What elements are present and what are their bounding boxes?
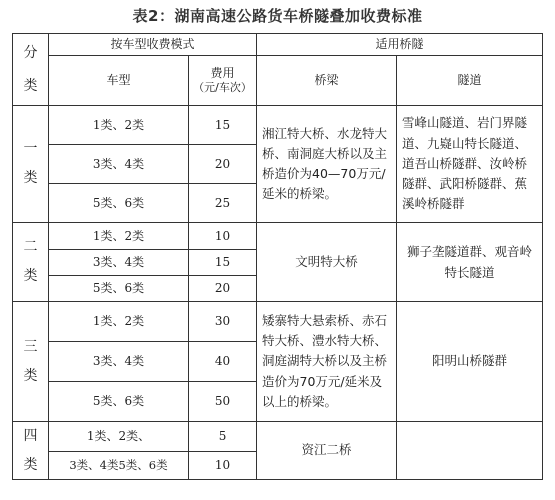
fee-cell: 30: [189, 302, 257, 342]
vehicle-type-cell: 1类、2类: [49, 223, 189, 250]
header-category: 分类: [13, 34, 49, 106]
fee-cell: 40: [189, 342, 257, 382]
vehicle-type-cell: 1类、2类、: [49, 422, 189, 452]
bridges-cell-3: 矮寨特大悬索桥、赤石特大桥、澧水特大桥、洞庭湖特大桥以及主桥造价为70万元/延米及以上的桥梁。: [257, 302, 397, 422]
vehicle-type-cell: 5类、6类: [49, 276, 189, 302]
tunnels-cell-1: 雪峰山隧道、岩门界隧道、九嶷山特长隧道、道吾山桥隧群、汝岭桥隧群、武阳桥隧群、蕉溪岭桥隧群: [397, 106, 543, 223]
tunnels-cell-2: 狮子垄隧道群、观音岭特长隧道: [397, 223, 543, 302]
fee-cell: 15: [189, 250, 257, 276]
header-applicable: 适用桥隧: [257, 34, 543, 56]
vehicle-type-cell: 5类、6类: [49, 382, 189, 422]
header-vehicle-type: 车型: [49, 56, 189, 106]
fee-cell: 25: [189, 184, 257, 223]
fee-cell: 20: [189, 145, 257, 184]
vehicle-type-cell: 3类、4类5类、6类: [49, 451, 189, 480]
header-fee: 费用 （元/车次）: [189, 56, 257, 106]
category-2: 二类: [13, 223, 49, 302]
header-bridge: 桥梁: [257, 56, 397, 106]
header-tunnel: 隧道: [397, 56, 543, 106]
toll-table: [12, 33, 543, 480]
fee-cell: 5: [189, 422, 257, 452]
bridges-cell-4: 资江二桥: [257, 422, 397, 480]
tunnels-cell-3: 阳明山桥隧群: [397, 302, 543, 422]
category-4: 四类: [13, 422, 49, 480]
vehicle-type-cell: 5类、6类: [49, 184, 189, 223]
vehicle-type-cell: 3类、4类: [49, 145, 189, 184]
header-charge-mode: 按车型收费模式: [49, 34, 257, 56]
fee-cell: 15: [189, 106, 257, 145]
fee-cell: 50: [189, 382, 257, 422]
category-1: 一类: [13, 106, 49, 223]
bridges-cell-1: 湘江特大桥、水龙特大桥、南洞庭大桥以及主桥造价为40—70万元/延米的桥梁。: [257, 106, 397, 223]
fee-cell: 10: [189, 451, 257, 480]
vehicle-type-cell: 1类、2类: [49, 106, 189, 145]
tunnels-cell-4: [397, 422, 543, 480]
fee-cell: 20: [189, 276, 257, 302]
vehicle-type-cell: 1类、2类: [49, 302, 189, 342]
bridges-cell-2: 文明特大桥: [257, 223, 397, 302]
category-3: 三类: [13, 302, 49, 422]
table-title: 表2：湖南高速公路货车桥隧叠加收费标准: [132, 7, 423, 25]
vehicle-type-cell: 3类、4类: [49, 342, 189, 382]
fee-cell: 10: [189, 223, 257, 250]
vehicle-type-cell: 3类、4类: [49, 250, 189, 276]
